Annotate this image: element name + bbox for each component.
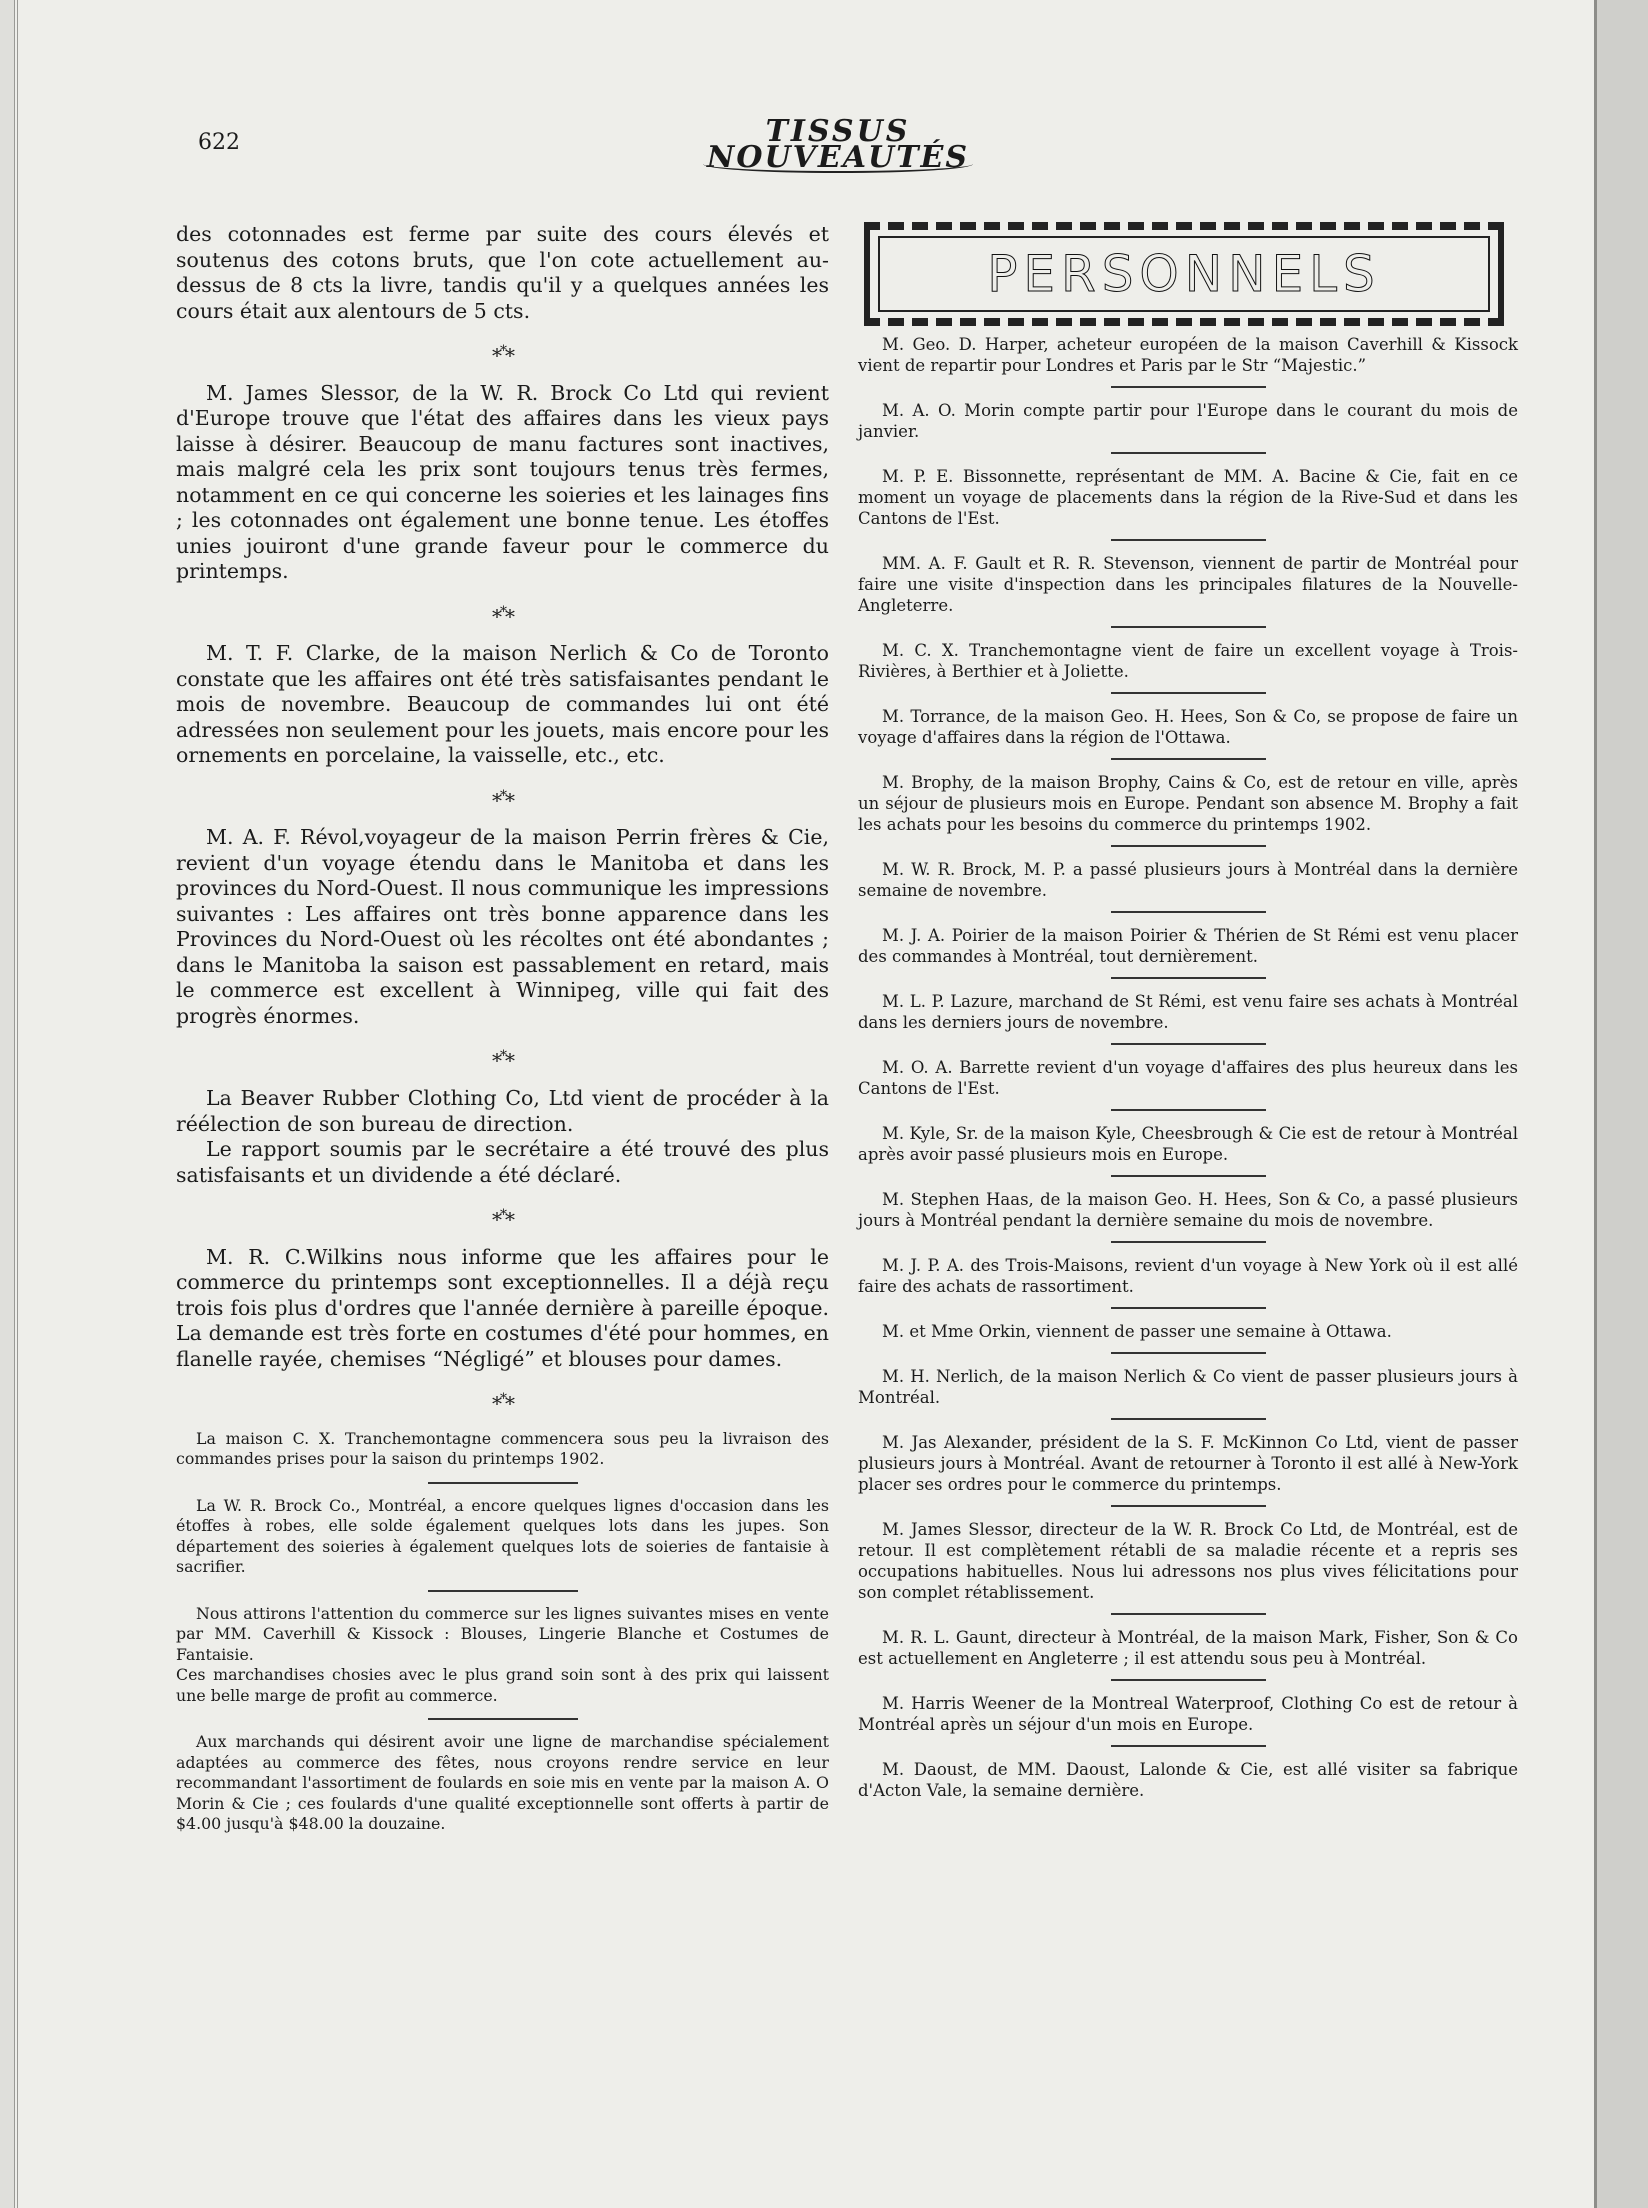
- divider-rule: [1111, 1613, 1266, 1615]
- notice-tranchemontagne: La maison C. X. Tranchemontagne commencera sous peu la livraison des commandes prises pour la saison du printemps 1902.: [176, 1428, 829, 1469]
- paragraph-beaver-rapport: Le rapport soumis par le secrétaire a été trouvé des plus satisfaisants et un dividende a été déclaré.: [176, 1137, 829, 1187]
- page: [14, 0, 1598, 2208]
- divider-rule: [1111, 1241, 1266, 1243]
- divider-rule: [1111, 1352, 1266, 1354]
- paragraph-cotonnades: des cotonnades est ferme par suite des cours élevés et soutenus des cotons bruts, que l'on cote actuellement au-dessus de 8 cts la livre, tandis qu'il y a quelques années les cours était aux alentours de 5 cts.: [176, 222, 829, 323]
- divider-rule: [428, 1718, 578, 1720]
- divider-rule: [1111, 758, 1266, 760]
- personnel-item: M. et Mme Orkin, viennent de passer une semaine à Ottawa.: [882, 1322, 1392, 1341]
- personnel-item: M. J. P. A. des Trois-Maisons, revient d'un voyage à New York où il est allé faire des achats de rassortiment.: [858, 1256, 1518, 1296]
- asterism-divider: ***: [492, 1048, 513, 1074]
- divider-rule: [1111, 1307, 1266, 1309]
- personnel-item: M. H. Nerlich, de la maison Nerlich & Co vient de passer plusieurs jours à Montréal.: [858, 1367, 1518, 1407]
- personnel-item: M. J. A. Poirier de la maison Poirier & Thérien de St Rémi est venu placer des commandes à Montréal, tout dernièrement.: [858, 926, 1518, 966]
- personnel-item: M. Daoust, de MM. Daoust, Lalonde & Cie, est allé visiter sa fabrique d'Acton Vale, la semaine dernière.: [858, 1760, 1518, 1800]
- personnel-item: M. Stephen Haas, de la maison Geo. H. Hees, Son & Co, a passé plusieurs jours à Montréal pendant la dernière semaine du mois de novembre.: [858, 1190, 1518, 1230]
- personnel-item: M. Harris Weener de la Montreal Waterproof, Clothing Co est de retour à Montréal après un séjour d'un mois en Europe.: [858, 1694, 1518, 1734]
- divider-rule: [1111, 1505, 1266, 1507]
- personnel-item: M. L. P. Lazure, marchand de St Rémi, est venu faire ses achats à Montréal dans les derniers jours de novembre.: [858, 992, 1518, 1032]
- masthead-swash: [703, 155, 973, 173]
- notice-caverhill: Nous attirons l'attention du commerce sur les lignes suivantes mises en vente par MM. Caverhill & Kissock : Blouses, Lingerie Blanche et Costumes de Fantaisie.: [176, 1603, 829, 1664]
- asterism-divider: ***: [492, 1391, 513, 1416]
- divider-rule: [1111, 1745, 1266, 1747]
- personnel-item: M. P. E. Bissonnette, représentant de MM. A. Bacine & Cie, fait en ce moment un voyage de placements dans la région de la Rive-Sud et dans les Cantons de l'Est.: [858, 467, 1518, 528]
- personnel-item: M. O. A. Barrette revient d'un voyage d'affaires des plus heureux dans les Cantons de l'Est.: [858, 1058, 1518, 1098]
- notice-morin-foulards: Aux marchands qui désirent avoir une ligne de marchandise spécialement adaptées au commerce des fêtes, nous croyons rendre service en leur recommandant l'assortiment de foulards en soie mis en vente par la maison A. O Morin & Cie ; ces foulards d'une qualité exceptionnelle sont offerts à partir de $4.00 jusqu'à $48.00 la douzaine.: [176, 1732, 829, 1834]
- divider-rule: [428, 1482, 578, 1484]
- masthead-logo: [688, 105, 988, 185]
- divider-rule: [1111, 386, 1266, 388]
- divider-rule: [1111, 452, 1266, 454]
- divider-rule: [1111, 692, 1266, 694]
- divider-rule: [428, 1590, 578, 1592]
- paragraph-clarke: M. T. F. Clarke, de la maison Nerlich & Co de Toronto constate que les affaires ont été très satisfaisantes pendant le mois de novembre. Beaucoup de commandes lui ont été adressées non seulement pour les jouets, mais encore pour les ornements en porcelaine, la vaisselle, etc., etc.: [176, 641, 829, 768]
- book-spine: [1594, 0, 1648, 2208]
- divider-rule: [1111, 626, 1266, 628]
- divider-rule: [1111, 539, 1266, 541]
- personnel-item: M. Geo. D. Harper, acheteur européen de la maison Caverhill & Kissock vient de repartir pour Londres et Paris par le Str “Majestic.”: [858, 335, 1518, 375]
- paragraph-revol: M. A. F. Révol,voyageur de la maison Perrin frères & Cie, revient d'un voyage étendu dans le Manitoba et dans les provinces du Nord-Ouest. Il nous communique les impressions suivantes : Les affaires ont très bonne apparence dans les Provinces du Nord-Ouest où les récoltes ont été abondantes ; dans le Manitoba la saison est passablement en retard, mais le commerce est excellent à Winnipeg, ville qui fait des progrès énormes.: [176, 825, 829, 1028]
- divider-rule: [1111, 977, 1266, 979]
- left-column: [176, 222, 829, 1835]
- page-number: 622: [198, 130, 240, 155]
- divider-rule: [1111, 1175, 1266, 1177]
- personnel-item: M. R. L. Gaunt, directeur à Montréal, de la maison Mark, Fisher, Son & Co est actuellement en Angleterre ; il est attendu sous peu à Montréal.: [858, 1628, 1518, 1668]
- asterism-divider: ***: [492, 787, 513, 813]
- right-column: [858, 222, 1518, 1801]
- section-heading: PERSONNELS: [987, 245, 1381, 303]
- divider-rule: [1111, 1679, 1266, 1681]
- personnel-item: M. A. O. Morin compte partir pour l'Europe dans le courant du mois de janvier.: [858, 401, 1518, 441]
- personnel-item: M. Kyle, Sr. de la maison Kyle, Cheesbrough & Cie est de retour à Montréal après avoir passé plusieurs mois en Europe.: [858, 1124, 1518, 1164]
- paragraph-wilkins: M. R. C.Wilkins nous informe que les affaires pour le commerce du printemps sont exceptionnelles. Il a déjà reçu trois fois plus d'ordres que l'année dernière à pareille époque. La demande est très forte en costumes d'été pour hommes, en flanelle rayée, chemises “Négligé” et blouses pour dames.: [176, 1244, 829, 1371]
- personnel-item: M. W. R. Brock, M. P. a passé plusieurs jours à Montréal dans la dernière semaine de novembre.: [858, 860, 1518, 900]
- personnel-item: M. C. X. Tranchemontagne vient de faire un excellent voyage à Trois-Rivières, à Berthier et à Joliette.: [858, 641, 1518, 681]
- asterism-divider: ***: [492, 1207, 513, 1232]
- notice-caverhill-prices: Ces marchandises chosies avec le plus grand soin sont à des prix qui laissent une belle marge de profit au commerce.: [176, 1665, 829, 1705]
- personnels-banner: [864, 222, 1504, 326]
- divider-rule: [1111, 1418, 1266, 1420]
- asterism-divider: ***: [492, 603, 513, 629]
- personnel-item: M. James Slessor, directeur de la W. R. Brock Co Ltd, de Montréal, est de retour. Il est complètement rétabli de sa maladie récente et a repris ses occupations habituelles. Nous lui adressons nos plus vives félicitations pour son complet rétablissement.: [858, 1520, 1518, 1602]
- divider-rule: [1111, 845, 1266, 847]
- divider-rule: [1111, 1109, 1266, 1111]
- paragraph-beaver-rubber: La Beaver Rubber Clothing Co, Ltd vient de procéder à la réélection de son bureau de direction.: [176, 1086, 829, 1136]
- personnel-item: MM. A. F. Gault et R. R. Stevenson, viennent de partir de Montréal pour faire une visite d'inspection dans les principales filatures de la Nouvelle-Angleterre.: [858, 554, 1518, 615]
- asterism-divider: ***: [492, 343, 513, 368]
- personnels-list: [858, 334, 1518, 1801]
- notice-brock: La W. R. Brock Co., Montréal, a encore quelques lignes d'occasion dans les étoffes à robes, elle solde également quelques lots dans les jupes. Son département des soieries à également quelques lots de soieries de fantaisie à sacrifier.: [176, 1495, 829, 1577]
- personnel-item: M. Jas Alexander, président de la S. F. McKinnon Co Ltd, vient de passer plusieurs jours à Montréal. Avant de retourner à Toronto il est allé à New-York placer ses ordres pour le commerce du printemps.: [858, 1433, 1518, 1494]
- masthead-line1: TISSUS: [765, 114, 911, 149]
- divider-rule: [1111, 911, 1266, 913]
- personnel-item: M. Brophy, de la maison Brophy, Cains & Co, est de retour en ville, après un séjour de plusieurs mois en Europe. Pendant son absence M. Brophy a fait les achats pour les besoins du commerce du printemps 1902.: [858, 773, 1518, 834]
- paragraph-slessor: M. James Slessor, de la W. R. Brock Co Ltd qui revient d'Europe trouve que l'état des affaires dans les vieux pays laisse à désirer. Beaucoup de manu factures sont inactives, mais malgré cela les prix sont toujours tenus très fermes, notamment en ce qui concerne les soieries et les lainages fins ; les cotonnades ont également une bonne tenue. Les étoffes unies jouiront d'une grande faveur pour le commerce du printemps.: [176, 380, 829, 584]
- personnel-item: M. Torrance, de la maison Geo. H. Hees, Son & Co, se propose de faire un voyage d'affaires dans la région de l'Ottawa.: [858, 707, 1518, 747]
- masthead-line2: NOUVEAUTÉS: [706, 140, 970, 175]
- divider-rule: [1111, 1043, 1266, 1045]
